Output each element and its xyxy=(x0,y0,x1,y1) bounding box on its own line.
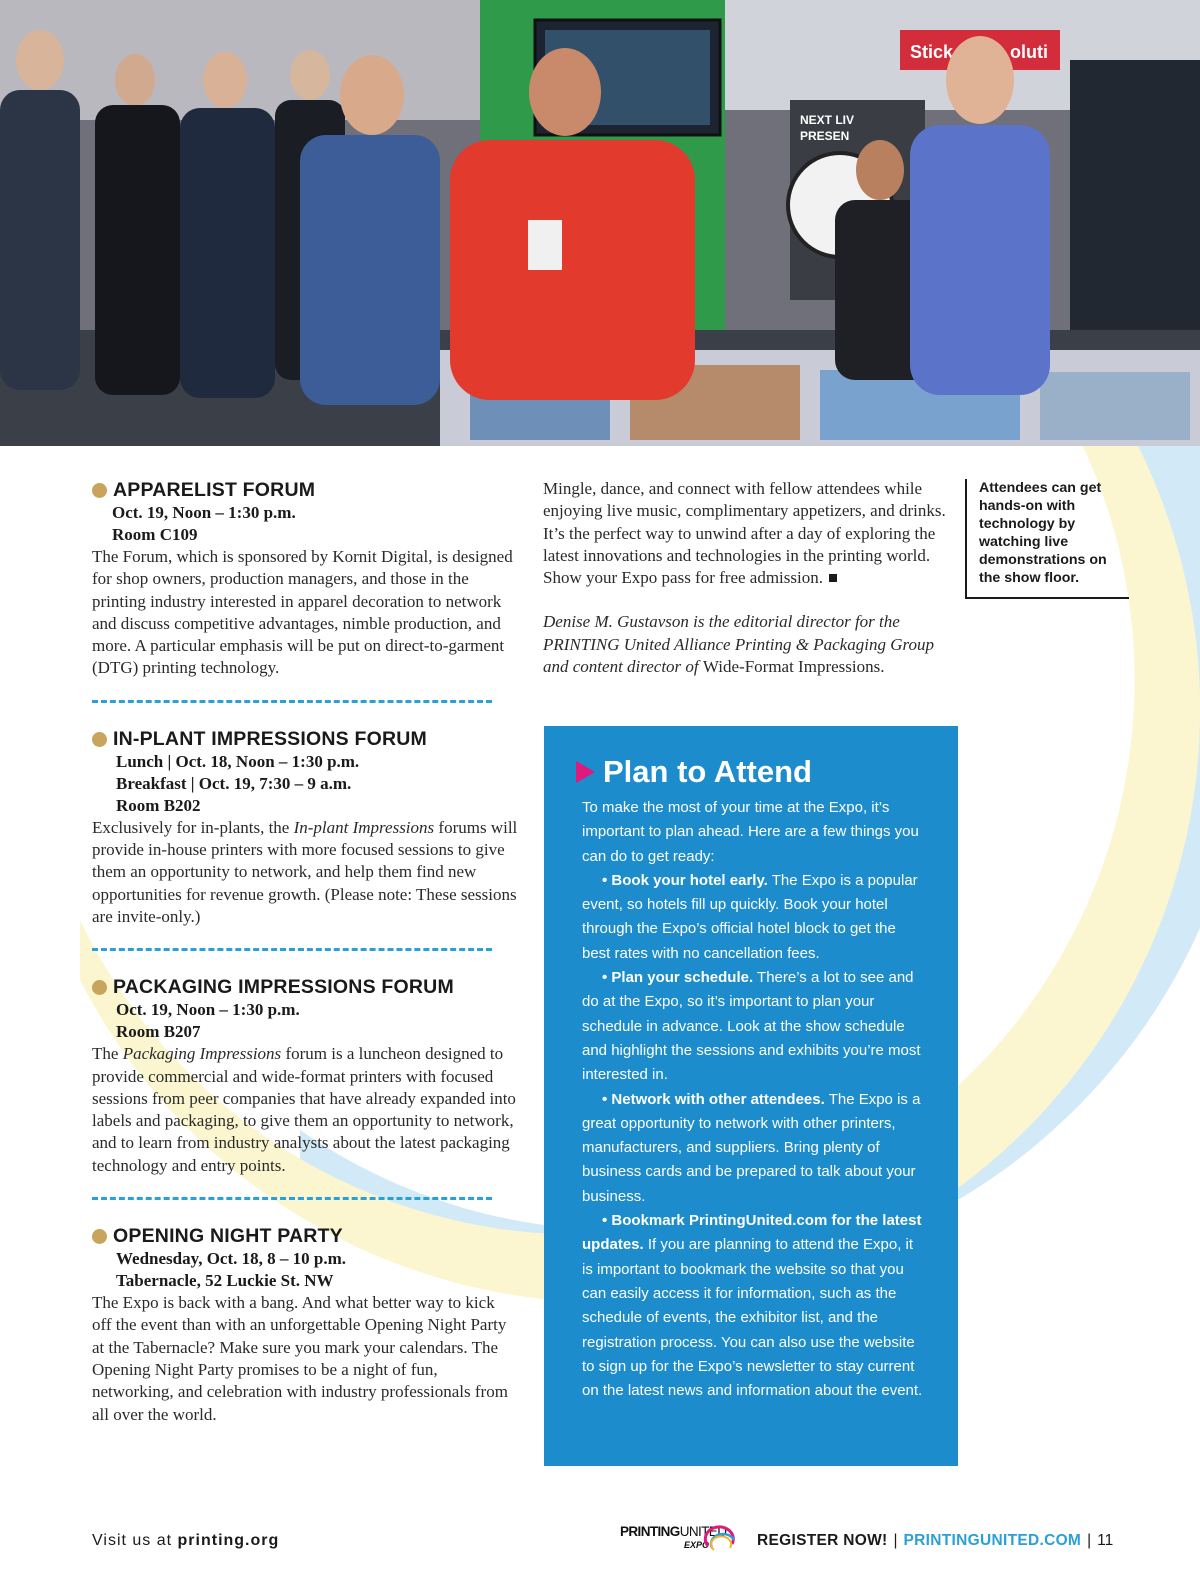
section-opening-night-party xyxy=(92,1224,518,1426)
play-arrow-icon xyxy=(576,761,595,783)
printing-united-expo-logo: PRINTINGUNITED EXPO xyxy=(620,1522,742,1556)
section-apparelist-forum xyxy=(92,478,518,680)
middle-column xyxy=(543,478,963,695)
sign-next-live: NEXT LIV xyxy=(800,113,855,127)
logo-swirl-icon xyxy=(702,1522,738,1554)
sign-presentation: PRESEN xyxy=(800,129,850,143)
party-continuation: Mingle, dance, and connect with fellow attendees while enjoying live music, complimentary appetizers, and drinks. It’s the perfect way to unwind after a day of exploring the latest innovations and technologies in the printing world. Show your Expo pass for free admission. xyxy=(543,479,946,588)
sign-stick: Stick xyxy=(910,42,954,62)
section-meta: Wednesday, Oct. 18, 8 – 10 p.m. xyxy=(116,1249,346,1269)
section-meta: Room B202 xyxy=(116,795,201,815)
section-body: Exclusively for in-plants, the In-plant Impressions forums will provide in-house printers with more focused sessions to give them an opportunity to network, and help them find new opportunities for revenue growth. (Please note: These sessions are invite-only.) xyxy=(92,817,518,926)
visit-line: Visit us at printing.org xyxy=(92,1532,280,1549)
section-body: The Packaging Impressions forum is a luncheon designed to provide commercial and wide-format printers with focused sessions from peer companies that have already expanded into labels and packaging, to give them an opportunity to network, and to learn from industry analysts about the latest packaging technology and entry points. xyxy=(92,1044,516,1175)
website-link[interactable]: printing.org xyxy=(177,1532,280,1549)
section-title: OPENING NIGHT PARTY xyxy=(113,1225,343,1248)
section-in-plant-forum xyxy=(92,727,518,928)
section-meta: Tabernacle, 52 Luckie St. NW xyxy=(116,1271,334,1291)
plan-item: • Bookmark PrintingUnited.com for the latest updates. If you are planning to attend the Expo, it is important to bookmark the website so that you can easily access it for information, such as the schedule of events, the exhibitor list, and the registration process. You can also use the website to sign up for the Expo’s newsletter to stay current on the latest news and information about the event. xyxy=(582,1212,923,1400)
gold-bullet-icon xyxy=(92,483,107,498)
dashed-divider xyxy=(92,700,492,703)
photo-caption: Attendees can get hands-on with technology by watching live demonstrations on the show floor. xyxy=(965,479,1129,599)
dashed-divider xyxy=(92,948,492,951)
gold-bullet-icon xyxy=(92,732,107,747)
page-number: 11 xyxy=(1097,1532,1114,1549)
dashed-divider xyxy=(92,1197,492,1200)
section-meta: Room C109 xyxy=(112,525,198,544)
plan-intro: To make the most of your time at the Expo, it’s important to plan ahead. Here are a few things you can do to get ready: xyxy=(582,799,919,865)
section-body: The Forum, which is sponsored by Kornit Digital, is designed for shop owners, production managers, and those in the printing industry interested in apparel decoration to network and discuss competitive advantages, nimble production, and more. A particular emphasis will be put on direct-to-garment (DTG) printing technology. xyxy=(92,547,513,678)
end-mark-icon xyxy=(829,574,837,582)
page-footer xyxy=(0,1520,1200,1560)
plan-item: • Plan your schedule. There’s a lot to see and do at the Expo, so it’s important to plan your schedule in advance. Look at the show schedule and highlight the sessions and exhibits you’re most interested in. xyxy=(582,969,921,1084)
hero-photo xyxy=(0,0,1200,446)
section-body: The Expo is back with a bang. And what better way to kick off the event than with an unforgettable Opening Night Party at the Tabernacle? Make sure you mark your calendars. The Opening Night Party promises to be a night of fun, networking, and celebration with industry professionals from all over the world. xyxy=(92,1293,508,1424)
section-meta: Oct. 19, Noon – 1:30 p.m. xyxy=(112,503,296,522)
gold-bullet-icon xyxy=(92,1229,107,1244)
plan-item: • Network with other attendees. The Expo is a great opportunity to network with other printers, manufacturers, and suppliers. Bring plenty of business cards and be prepared to talk about your business. xyxy=(582,1090,921,1205)
register-now-link[interactable]: REGISTER NOW! xyxy=(757,1532,888,1549)
section-title: APPARELIST FORUM xyxy=(113,479,316,501)
printingunited-link[interactable]: PRINTINGUNITED.COM xyxy=(903,1532,1082,1549)
left-column xyxy=(92,478,518,1426)
section-meta: Room B207 xyxy=(116,1022,201,1042)
author-bio: Denise M. Gustavson is the editorial director for the PRINTING United Alliance Printing & Packaging Group and content director of Wide-Format Impressions. xyxy=(543,612,934,677)
plan-title: Plan to Attend xyxy=(603,754,812,789)
gold-bullet-icon xyxy=(92,980,107,995)
section-meta: Lunch | Oct. 18, Noon – 1:30 p.m. xyxy=(116,751,360,771)
section-meta: Breakfast | Oct. 19, 7:30 – 9 a.m. xyxy=(116,773,352,793)
plan-to-attend-box xyxy=(544,726,958,1466)
sign-solutions: oluti xyxy=(1010,42,1048,62)
register-line: REGISTER NOW! | PRINTINGUNITED.COM | 11 xyxy=(757,1532,1114,1549)
plan-item: • Book your hotel early. The Expo is a popular event, so hotels fill up quickly. Book your hotel through the Expo’s official hotel block to get the best rates with no cancellation fees. xyxy=(582,871,918,962)
section-title: PACKAGING IMPRESSIONS FORUM xyxy=(113,976,454,999)
section-meta: Oct. 19, Noon – 1:30 p.m. xyxy=(116,1000,300,1020)
section-packaging-forum xyxy=(92,975,518,1177)
section-title: IN-PLANT IMPRESSIONS FORUM xyxy=(113,727,427,750)
